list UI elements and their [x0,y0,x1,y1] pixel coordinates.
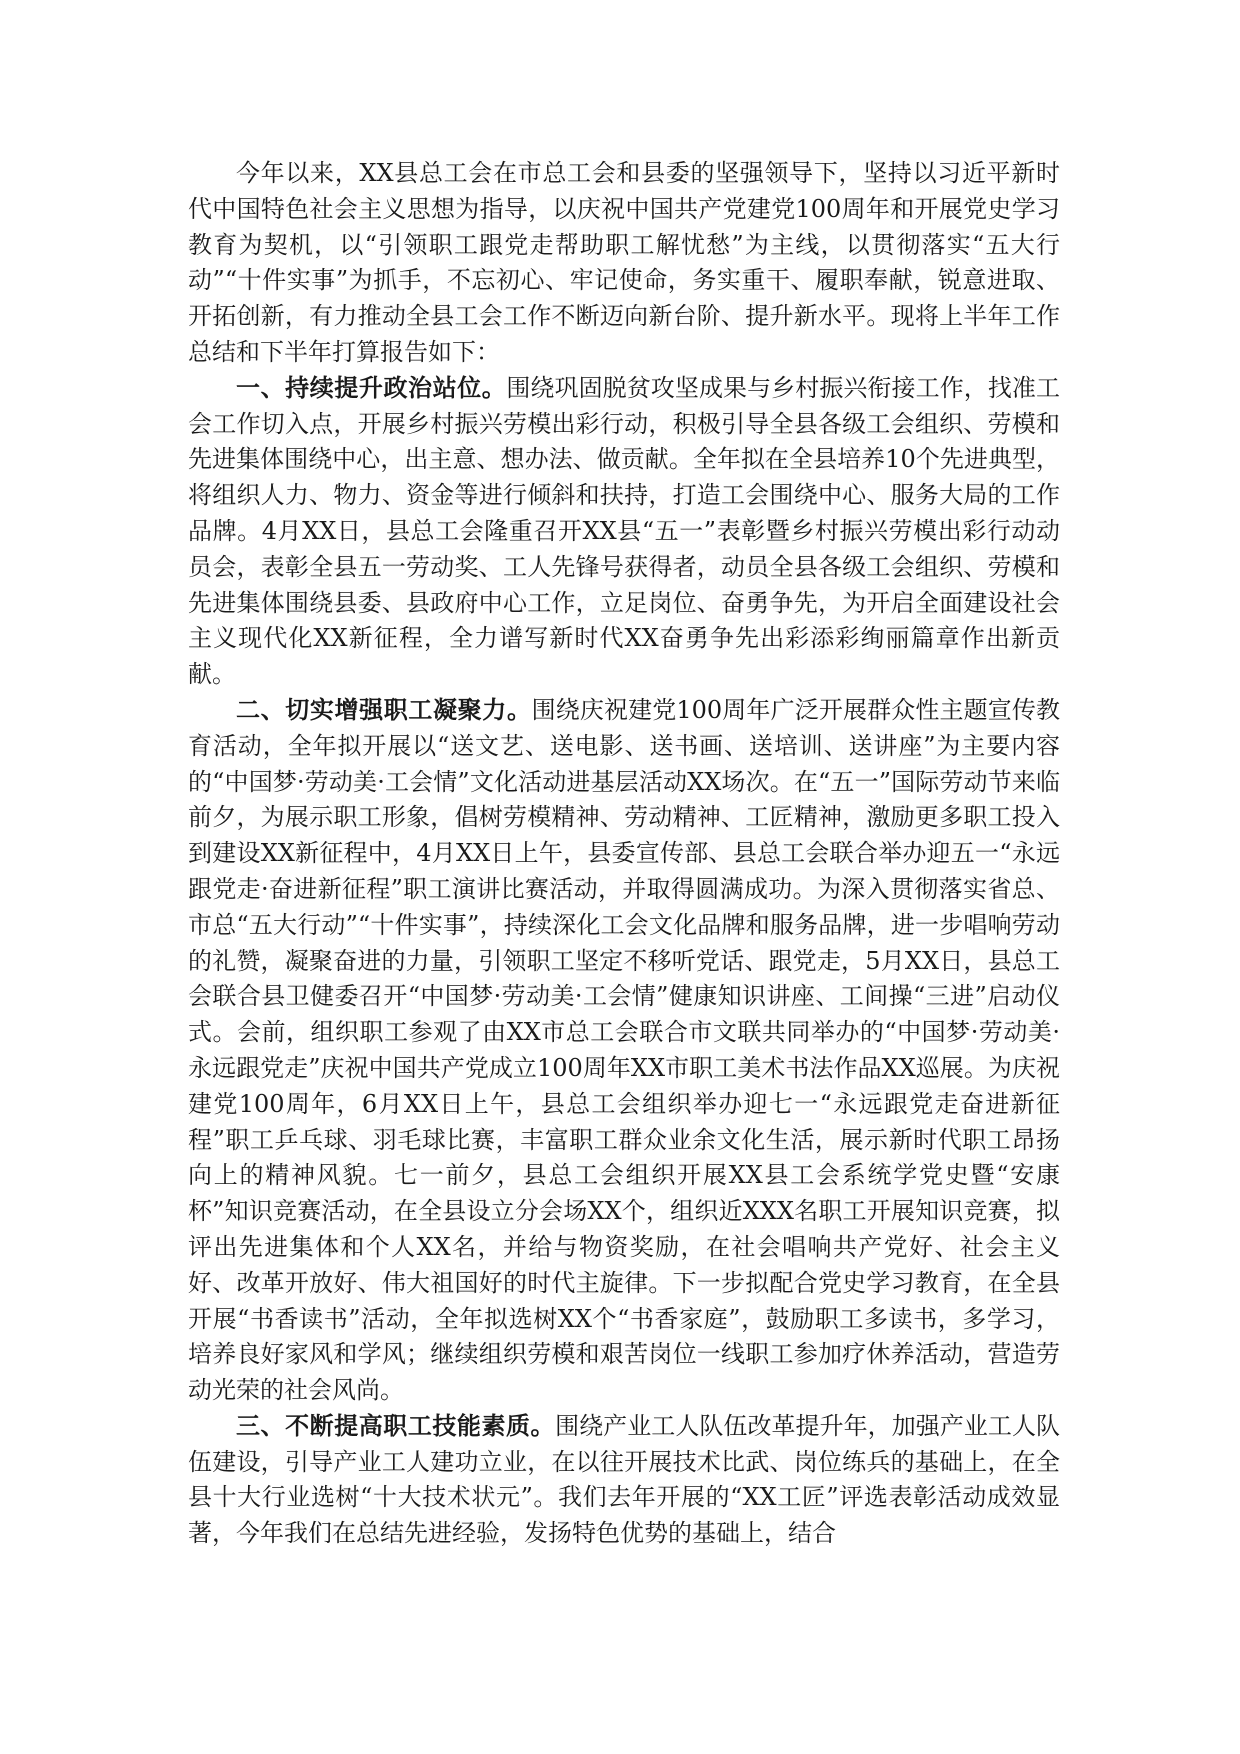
section-body-2: 围绕庆祝建党100周年广泛开展群众性主题宣传教育活动，全年拟开展以“送文艺、送电影、送书画、送培训、送讲座”为主要内容的“中国梦·劳动美·工会情”文化活动进基层活动XX场次。在“五一”国际劳动节来临前夕，为展示职工形象，倡树劳模精神、劳动精神、工匠精神，激励更多职工投入到建设XX新征程中，4月XX日上午，县委宣传部、县总工会联合举办迎五一“永远跟党走·奋进新征程”职工演讲比赛活动，并取得圆满成功。为深入贯彻落实省总、市总“五大行动”“十件实事”，持续深化工会文化品牌和服务品牌，进一步唱响劳动的礼赞，凝聚奋进的力量，引领职工坚定不移听党话、跟党走，5月XX日，县总工会联合县卫健委召开“中国梦·劳动美·工会情”健康知识讲座、工间操“三进”启动仪式。会前，组织职工参观了由XX市总工会联合市文联共同举办的“中国梦·劳动美·永远跟党走”庆祝中国共产党成立100周年XX市职工美术书法作品XX巡展。为庆祝建党100周年，6月XX日上午，县总工会组织举办迎七一“永远跟党走奋进新征程”职工乒乓球、羽毛球比赛，丰富职工群众业余文化生活，展示新时代职工昂扬向上的精神风貌。七一前夕，县总工会组织开展XX县工会系统学党史暨“安康杯”知识竞赛活动，在全县设立分会场XX个，组织近XXX名职工开展知识竞赛，拟评出先进集体和个人XX名，并给与物资奖励，在社会唱响共产党好、社会主义好、改革开放好、伟大祖国好的时代主旋律。下一步拟配合党史学习教育，在全县开展“书香读书”活动，全年拟选树XX个“书香家庭”，鼓励职工多读书，多学习，培养良好家风和学风；继续组织劳模和艰苦岗位一线职工参加疗休养活动，营造劳动光荣的社会风尚。 [188,695,1061,1405]
section-paragraph-3 [188,1409,1060,1552]
section-body-1: 围绕巩固脱贫攻坚成果与乡村振兴衔接工作，找准工会工作切入点，开展乡村振兴劳模出彩行动，积极引导全县各级工会组织、劳模和先进集体围绕中心，出主意、想办法、做贡献。全年拟在全县培养10个先进典型，将组织人力、物力、资金等进行倾斜和扶持，打造工会围绕中心、服务大局的工作品牌。4月XX日，县总工会隆重召开XX县“五一”表彰暨乡村振兴劳模出彩行动动员会，表彰全县五一劳动奖、工人先锋号获得者，动员全县各级工会组织、劳模和先进集体围绕县委、县政府中心工作，立足岗位、奋勇争先，为开启全面建设社会主义现代化XX新征程，全力谱写新时代XX奋勇争先出彩添彩绚丽篇章作出新贡献。 [188,373,1061,689]
intro-paragraph: 今年以来，XX县总工会在市总工会和县委的坚强领导下，坚持以习近平新时代中国特色社会主义思想为指导，以庆祝中国共产党建党100周年和开展党史学习教育为契机，以“引领职工跟党走帮助职工解忧愁”为主线，以贯彻落实“五大行动”“十件实事”为抓手，不忘初心、牢记使命，务实重干、履职奉献，锐意进取、开拓创新，有力推动全县工会工作不断迈向新台阶、提升新水平。现将上半年工作总结和下半年打算报告如下： [188,159,1060,366]
section-paragraph-1 [188,371,1060,693]
section-body-3: 围绕产业工人队伍改革提升年，加强产业工人队伍建设，引导产业工人建功立业，在以往开展技术比武、岗位练兵的基础上，在全县十大行业选树“十大技术状元”。我们去年开展的“XX工匠”评选表彰活动成效显著，今年我们在总结先进经验，发扬特色优势的基础上，结合 [188,1411,1061,1548]
section-heading-1: 一、持续提升政治站位。 [236,373,507,402]
document-page [188,156,1060,1552]
section-heading-2: 二、切实增强职工凝聚力。 [236,695,532,724]
section-heading-3: 三、不断提高职工技能素质。 [236,1411,556,1440]
section-paragraph-2 [188,693,1060,1409]
